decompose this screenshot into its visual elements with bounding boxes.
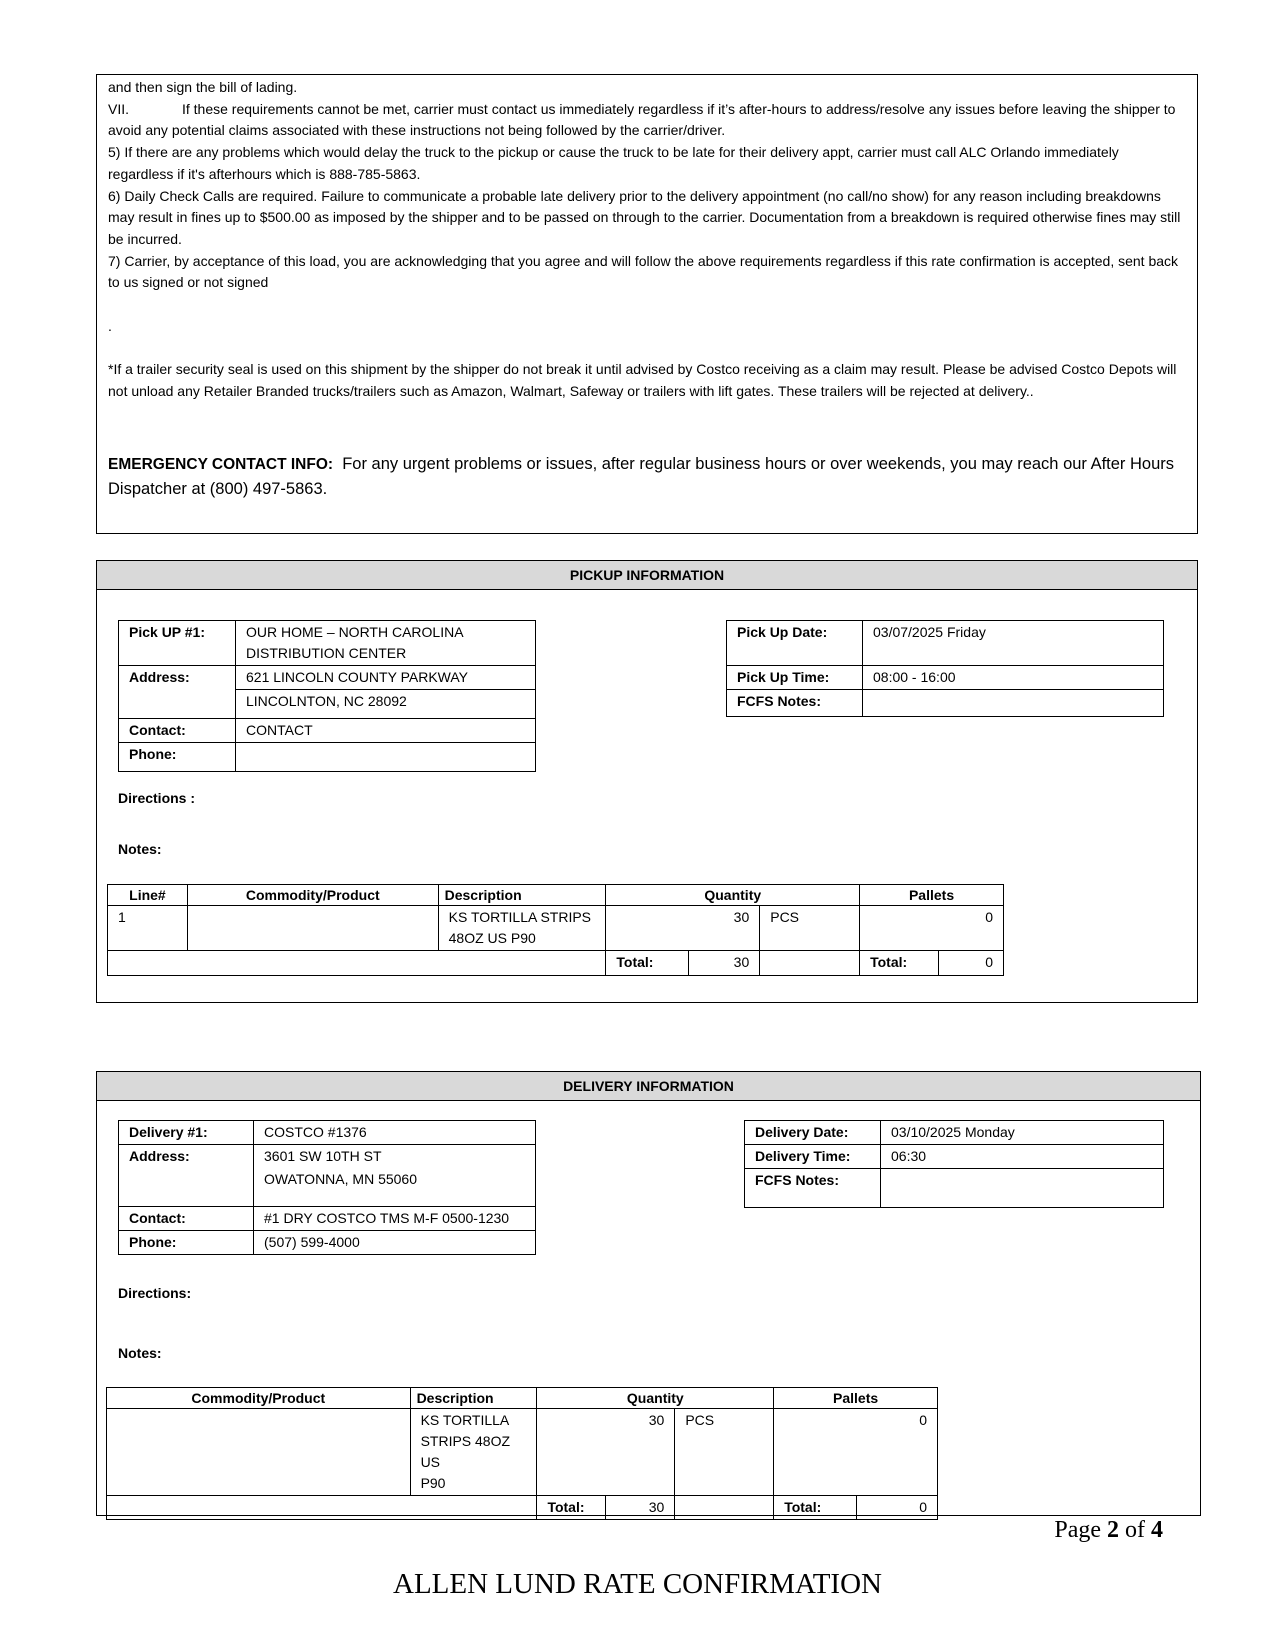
pickup-notes-label: Notes: xyxy=(118,841,162,857)
pickup-commodity-table xyxy=(107,884,1004,976)
seal-note: *If a trailer security seal is used on this shipment by the shipper do not break it until advised by Costco receiving as a claim may result. Please be advised Costco Depots will not unload any Retailer Branded trucks/trailers such as Amazon, Walmart, Safeway or trailers with lift gates. These trailers will be rejected at delivery.. xyxy=(108,361,1177,399)
delivery-stop-table xyxy=(118,1120,536,1255)
terms-dot: . xyxy=(108,317,112,334)
pickup-date-label: Pick Up Date: xyxy=(727,621,863,666)
pickup-contact-label: Contact: xyxy=(119,719,236,743)
delivery-address-1: 3601 SW 10TH ST xyxy=(254,1145,536,1169)
page-current: 2 xyxy=(1107,1517,1119,1543)
delivery-directions-label: Directions: xyxy=(118,1285,192,1301)
delivery-fcfs xyxy=(881,1169,1164,1208)
delivery-description: KS TORTILLA STRIPS 48OZ US P90 xyxy=(410,1409,537,1496)
col-description: Description xyxy=(410,1388,537,1409)
delivery-quantity: 30 xyxy=(537,1409,675,1496)
delivery-stop-label: Delivery #1: xyxy=(119,1121,254,1145)
pickup-quantity: 30 xyxy=(606,906,760,951)
col-pallets: Pallets xyxy=(774,1388,938,1409)
pickup-contact: CONTACT xyxy=(236,719,536,743)
delivery-total-qty: 30 xyxy=(606,1496,675,1520)
col-commodity: Commodity/Product xyxy=(187,885,438,906)
pickup-date: 03/07/2025 Friday xyxy=(863,621,1164,666)
terms-item-6: 6) Daily Check Calls are required. Failure to communicate a probable late delivery prior to the delivery appointment (no call/no show) for any reason including breakdowns may result in fines up to $500.00 as imposed by the shipper and to be passed on through to the carrier. Documentation from a breakdown is required otherwise fines may still be incurred. xyxy=(108,187,1181,247)
pickup-phone-label: Phone: xyxy=(119,743,236,772)
pickup-stop-label: Pick UP #1: xyxy=(119,621,236,666)
emergency-label: EMERGENCY CONTACT INFO: xyxy=(108,455,334,473)
delivery-date: 03/10/2025 Monday xyxy=(881,1121,1164,1145)
pickup-directions-label: Directions : xyxy=(118,790,196,806)
page-number: Page 2 of 4 xyxy=(1054,1517,1163,1543)
pickup-phone xyxy=(236,743,536,772)
pickup-time-table xyxy=(726,620,1164,717)
pickup-line-number: 1 xyxy=(108,906,188,951)
delivery-phone: (507) 599-4000 xyxy=(254,1231,536,1255)
delivery-fcfs-label: FCFS Notes: xyxy=(745,1169,881,1208)
col-description: Description xyxy=(438,885,606,906)
pickup-total-pallets: 0 xyxy=(939,951,1004,976)
terms-box xyxy=(96,74,1198,534)
document-title: ALLEN LUND RATE CONFIRMATION xyxy=(393,1568,882,1600)
delivery-address-2: OWATONNA, MN 55060 xyxy=(254,1168,536,1207)
delivery-commodity xyxy=(107,1409,411,1496)
pickup-time: 08:00 - 16:00 xyxy=(863,666,1164,690)
delivery-heading: DELIVERY INFORMATION xyxy=(97,1072,1200,1101)
delivery-contact: #1 DRY COSTCO TMS M-F 0500-1230 xyxy=(254,1207,536,1231)
pickup-address-1: 621 LINCOLN COUNTY PARKWAY xyxy=(236,666,536,690)
pickup-fcfs-label: FCFS Notes: xyxy=(727,690,863,717)
pickup-stop-table xyxy=(118,620,536,772)
delivery-name: COSTCO #1376 xyxy=(254,1121,536,1145)
terms-item-7: 7) Carrier, by acceptance of this load, you are acknowledging that you agree and will follow the above requirements regardless if this rate confirmation is accepted, sent back to us signed or not signed xyxy=(108,252,1179,291)
col-commodity: Commodity/Product xyxy=(107,1388,411,1409)
pickup-total-qty-label: Total: xyxy=(606,951,689,976)
delivery-contact-label: Contact: xyxy=(119,1207,254,1231)
delivery-time: 06:30 xyxy=(881,1145,1164,1169)
roman-numeral: VII. xyxy=(108,100,130,117)
pickup-total-pallets-label: Total: xyxy=(860,951,939,976)
terms-item-vii xyxy=(108,99,1186,142)
col-pallets: Pallets xyxy=(860,885,1004,906)
page-total: 4 xyxy=(1151,1517,1163,1543)
pickup-total-qty: 30 xyxy=(689,951,760,976)
pickup-address-label: Address: xyxy=(119,666,236,690)
pickup-address-2: LINCOLNTON, NC 28092 xyxy=(236,690,536,719)
col-quantity: Quantity xyxy=(606,885,860,906)
delivery-notes-label: Notes: xyxy=(118,1345,162,1361)
delivery-total-pallets-label: Total: xyxy=(774,1496,857,1520)
emergency-contact xyxy=(108,452,1186,502)
col-quantity: Quantity xyxy=(537,1388,774,1409)
delivery-pallets: 0 xyxy=(774,1409,938,1496)
emergency-text: For any urgent problems or issues, after regular business hours or over weekends, you may reach our After Hours Dispatcher at (800) 497-5863. xyxy=(108,454,1175,498)
pickup-heading: PICKUP INFORMATION xyxy=(97,561,1197,590)
terms-item-5: 5) If there are any problems which would delay the truck to the pickup or cause the truck to be late for their delivery appt, carrier must call ALC Orlando immediately regardless if it's afterhours which is 888-785-5863. xyxy=(108,144,1119,182)
delivery-date-label: Delivery Date: xyxy=(745,1121,881,1145)
pickup-unit: PCS xyxy=(760,906,860,951)
pickup-fcfs xyxy=(863,690,1164,717)
terms-item-vii-text: If these requirements cannot be met, carrier must contact us immediately regardless if it’s after-hours to address/resolve any issues before leaving the shipper to avoid any potential claims associated with these instructions not being followed by the carrier/driver. xyxy=(108,100,1176,139)
delivery-unit: PCS xyxy=(675,1409,774,1496)
delivery-time-label: Delivery Time: xyxy=(745,1145,881,1169)
pickup-commodity xyxy=(187,906,438,951)
pickup-time-label: Pick Up Time: xyxy=(727,666,863,690)
col-line: Line# xyxy=(108,885,188,906)
delivery-address-label: Address: xyxy=(119,1145,254,1169)
pickup-description: KS TORTILLA STRIPS 48OZ US P90 xyxy=(438,906,606,951)
pickup-pallets: 0 xyxy=(860,906,1004,951)
delivery-phone-label: Phone: xyxy=(119,1231,254,1255)
delivery-total-pallets: 0 xyxy=(857,1496,938,1520)
delivery-commodity-table xyxy=(106,1387,938,1520)
delivery-time-table xyxy=(744,1120,1164,1208)
pickup-name: OUR HOME – NORTH CAROLINA DISTRIBUTION CENTER xyxy=(236,621,536,666)
delivery-total-qty-label: Total: xyxy=(537,1496,606,1520)
terms-line-sign: and then sign the bill of lading. xyxy=(108,79,298,95)
